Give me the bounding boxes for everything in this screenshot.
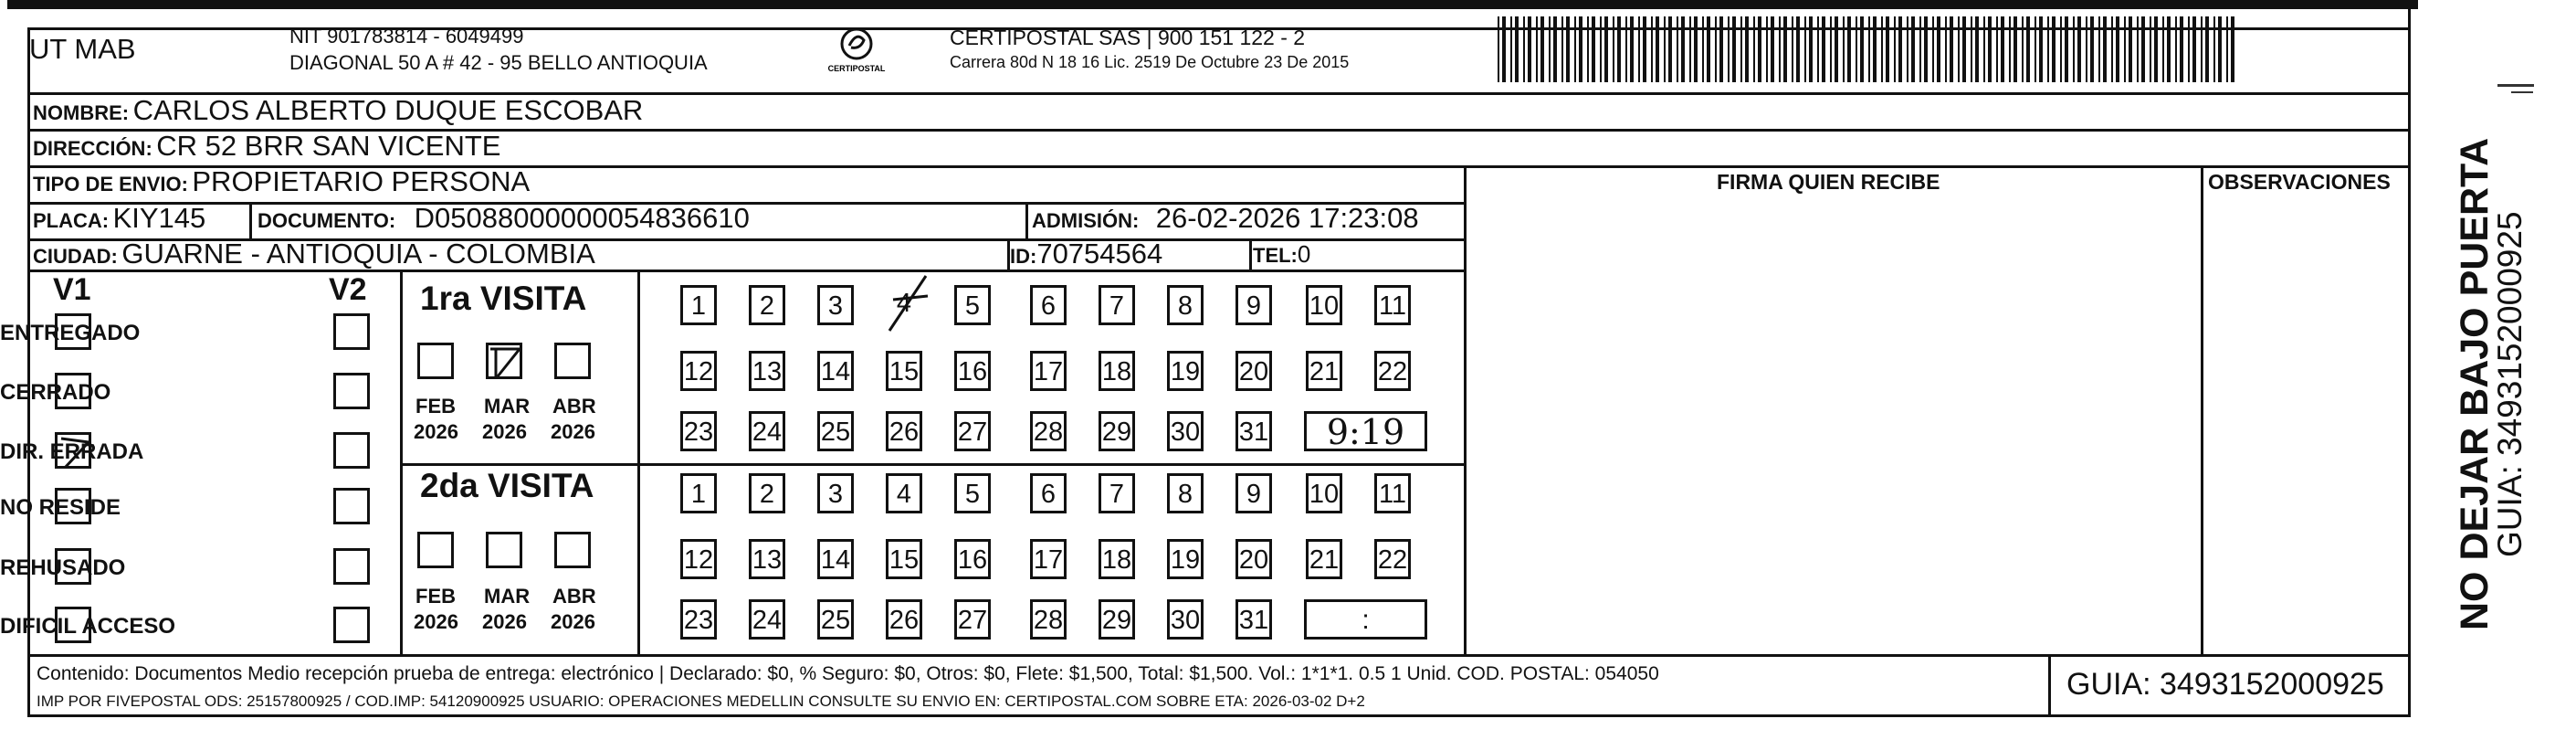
shipment-type: PROPIETARIO PERSONA [192, 165, 531, 197]
day-box[interactable]: 19 [1167, 539, 1204, 579]
signature-header: FIRMA QUIEN RECIBE [1717, 170, 1940, 194]
name-label: NOMBRE: [33, 101, 130, 124]
carrier-address: Carrera 80d N 18 16 Lic. 2519 De Octubre 23 De 2015 [950, 53, 1350, 71]
day-box[interactable]: 13 [749, 351, 785, 391]
company-name: UT MAB [29, 33, 136, 65]
day-box[interactable]: 12 [680, 351, 717, 391]
day-box[interactable]: 5 [954, 473, 991, 513]
plate-value: KIY145 [112, 202, 206, 234]
month-label: ABR [552, 585, 596, 608]
address-label: DIRECCIÓN: [33, 137, 152, 160]
day-box[interactable]: 22 [1374, 351, 1411, 391]
month-label: ABR [552, 395, 596, 418]
company-address: DIAGONAL 50 A # 42 - 95 BELLO ANTIOQUIA [289, 51, 708, 74]
day-box[interactable]: 3 [817, 473, 854, 513]
document-row [258, 202, 750, 235]
month-checkbox[interactable] [486, 343, 522, 379]
carrier-name: CERTIPOSTAL SAS | 900 151 122 - 2 [950, 26, 1306, 49]
day-box[interactable]: 8 [1167, 473, 1204, 513]
day-box[interactable]: 25 [817, 411, 854, 451]
day-box[interactable]: 29 [1099, 599, 1135, 640]
rule [1249, 238, 1252, 270]
day-box[interactable]: 24 [749, 411, 785, 451]
id-label: ID: [1010, 245, 1037, 268]
year-label: 2026 [414, 610, 458, 633]
status-label: REHUSADO [0, 555, 126, 580]
day-box[interactable]: 22 [1374, 539, 1411, 579]
tel-label: TEL: [1253, 244, 1298, 267]
type-row [33, 165, 530, 198]
month-label: MAR [484, 395, 531, 418]
rule [2201, 165, 2203, 654]
day-box[interactable]: 5 [954, 285, 991, 325]
rule [2408, 3, 2411, 692]
day-box[interactable]: 6 [1030, 285, 1067, 325]
v2-checkbox[interactable] [333, 548, 370, 585]
day-box[interactable]: 27 [954, 411, 991, 451]
month-label: MAR [484, 585, 531, 608]
top-border [7, 0, 2418, 9]
day-box[interactable]: 18 [1099, 351, 1135, 391]
strike-mark-icon [880, 272, 935, 336]
recipient-name: CARLOS ALBERTO DUQUE ESCOBAR [132, 94, 644, 126]
day-box[interactable]: 10 [1306, 285, 1342, 325]
day-box[interactable]: 3 [817, 285, 854, 325]
day-box[interactable]: 31 [1235, 411, 1272, 451]
status-label: DIFICIL ACCESO [0, 614, 176, 639]
day-box[interactable]: 8 [1167, 285, 1204, 325]
recipient-address: CR 52 BRR SAN VICENTE [156, 130, 501, 162]
observations-header: OBSERVACIONES [2208, 170, 2391, 194]
day-box[interactable]: 23 [680, 599, 717, 640]
city-row [33, 238, 595, 270]
check-mark-icon [489, 345, 525, 382]
v2-checkbox[interactable] [333, 607, 370, 643]
rule [249, 202, 252, 238]
day-box[interactable]: 14 [817, 539, 854, 579]
day-box[interactable]: 18 [1099, 539, 1135, 579]
day-box[interactable]: 6 [1030, 473, 1067, 513]
time-field[interactable]: : [1304, 599, 1427, 640]
type-label: TIPO DE ENVIO: [33, 173, 188, 196]
day-box[interactable]: 26 [886, 411, 922, 451]
day-box[interactable]: 9 [1235, 473, 1272, 513]
side-guide: GUIA: 3493152000925 [2491, 211, 2529, 557]
month-checkbox[interactable] [554, 343, 591, 379]
day-box[interactable]: 7 [1099, 285, 1135, 325]
day-box[interactable]: 1 [680, 285, 717, 325]
document-label: DOCUMENTO: [258, 209, 396, 232]
day-box[interactable]: 20 [1235, 539, 1272, 579]
year-label: 2026 [482, 420, 527, 443]
rule [1025, 202, 1028, 238]
day-box[interactable]: 16 [954, 351, 991, 391]
tel-row [1253, 240, 1310, 269]
day-box[interactable]: 30 [1167, 599, 1204, 640]
name-row [33, 94, 643, 127]
corner-mark-2 [2511, 91, 2533, 93]
year-label: 2026 [551, 610, 595, 633]
day-box[interactable]: 23 [680, 411, 717, 451]
status-label: DIR. ERRADA [0, 439, 144, 464]
day-box[interactable]: 4 [886, 285, 922, 325]
day-box[interactable]: 28 [1030, 599, 1067, 640]
v2-checkbox[interactable] [333, 488, 370, 524]
day-box[interactable]: 26 [886, 599, 922, 640]
admission-row [1032, 202, 1419, 235]
day-box[interactable]: 7 [1099, 473, 1135, 513]
month-label: FEB [415, 585, 456, 608]
document-value: D05088000000054836610 [414, 202, 750, 234]
year-label: 2026 [482, 610, 527, 633]
month-checkbox[interactable] [417, 343, 454, 379]
year-label: 2026 [551, 420, 595, 443]
rule [637, 270, 640, 654]
month-checkbox[interactable] [486, 532, 522, 568]
day-box[interactable]: 13 [749, 539, 785, 579]
time-field[interactable]: 9:19 [1304, 411, 1427, 451]
plate-label: PLACA: [33, 209, 110, 232]
day-box[interactable]: 15 [886, 351, 922, 391]
rule [30, 654, 2408, 657]
visit-1-title: 1ra VISITA [420, 280, 587, 317]
day-box[interactable]: 21 [1306, 351, 1342, 391]
day-box[interactable]: 11 [1374, 473, 1411, 513]
day-box[interactable]: 30 [1167, 411, 1204, 451]
day-box[interactable]: 16 [954, 539, 991, 579]
day-box[interactable]: 17 [1030, 539, 1067, 579]
footer-print-info: IMP POR FIVEPOSTAL ODS: 25157800925 / COD.IMP: 54120900925 USUARIO: OPERACIONES MEDELLIN CONSULTE SU ENVIO EN: CERTIPOSTAL.COM SOBRE ETA: 2026-03-02 D+2 [37, 692, 1365, 710]
month-checkbox[interactable] [417, 532, 454, 568]
day-box[interactable]: 10 [1306, 473, 1342, 513]
day-box[interactable]: 17 [1030, 351, 1067, 391]
footer-contents: Contenido: Documentos Medio recepción prueba de entrega: electrónico | Declarado: $0, % Seguro: $0, Otros: $0, Flete: $1,500, Total: $1,500. Vol.: 1*1*1. 0.5 1 Unid. COD. POSTAL: 054050 [37, 663, 1659, 684]
month-label: FEB [415, 395, 456, 418]
day-box[interactable]: 19 [1167, 351, 1204, 391]
visit-2-title: 2da VISITA [420, 467, 594, 504]
day-box[interactable]: 11 [1374, 285, 1411, 325]
day-box[interactable]: 9 [1235, 285, 1272, 325]
rule [400, 270, 403, 654]
day-box[interactable]: 29 [1099, 411, 1135, 451]
day-box[interactable]: 12 [680, 539, 717, 579]
admission-label: ADMISIÓN: [1032, 209, 1140, 232]
day-box[interactable]: 20 [1235, 351, 1272, 391]
day-box[interactable]: 27 [954, 599, 991, 640]
day-box[interactable]: 1 [680, 473, 717, 513]
footer-guide: GUIA: 3493152000925 [2066, 667, 2384, 702]
status-label: CERRADO [0, 380, 111, 405]
id-row [1010, 238, 1162, 270]
day-box[interactable]: 21 [1306, 539, 1342, 579]
status-label: NO RESIDE [0, 495, 121, 520]
day-box[interactable]: 15 [886, 539, 922, 579]
city-label: CIUDAD: [33, 245, 118, 268]
v1-header: V1 [53, 272, 91, 307]
id-value: 70754564 [1036, 238, 1163, 270]
address-row [33, 130, 501, 163]
month-checkbox[interactable] [554, 532, 591, 568]
v2-checkbox[interactable] [333, 313, 370, 350]
tel-value: 0 [1297, 240, 1311, 268]
day-box[interactable]: 31 [1235, 599, 1272, 640]
admission-value: 26-02-2026 17:23:08 [1155, 202, 1419, 234]
rule [2048, 654, 2051, 714]
v2-header: V2 [329, 272, 367, 307]
rule [1464, 165, 1467, 654]
plate-row [33, 202, 205, 235]
rule [400, 463, 1464, 466]
day-box[interactable]: 25 [817, 599, 854, 640]
day-box[interactable]: 28 [1030, 411, 1067, 451]
corner-mark [2497, 84, 2534, 87]
company-nit: NIT 901783814 - 6049499 [289, 25, 524, 48]
city-value: GUARNE - ANTIOQUIA - COLOMBIA [121, 238, 595, 270]
day-box[interactable]: 14 [817, 351, 854, 391]
day-box[interactable]: 24 [749, 599, 785, 640]
status-label: ENTREGADO [0, 321, 141, 345]
day-box[interactable]: 4 [886, 473, 922, 513]
v2-checkbox[interactable] [333, 432, 370, 469]
logo-text: CERTIPOSTAL [827, 64, 886, 73]
day-box[interactable]: 2 [749, 473, 785, 513]
v2-checkbox[interactable] [333, 373, 370, 409]
side-warning: NO DEJAR BAJO PUERTA [2453, 137, 2497, 630]
year-label: 2026 [414, 420, 458, 443]
day-box[interactable]: 2 [749, 285, 785, 325]
